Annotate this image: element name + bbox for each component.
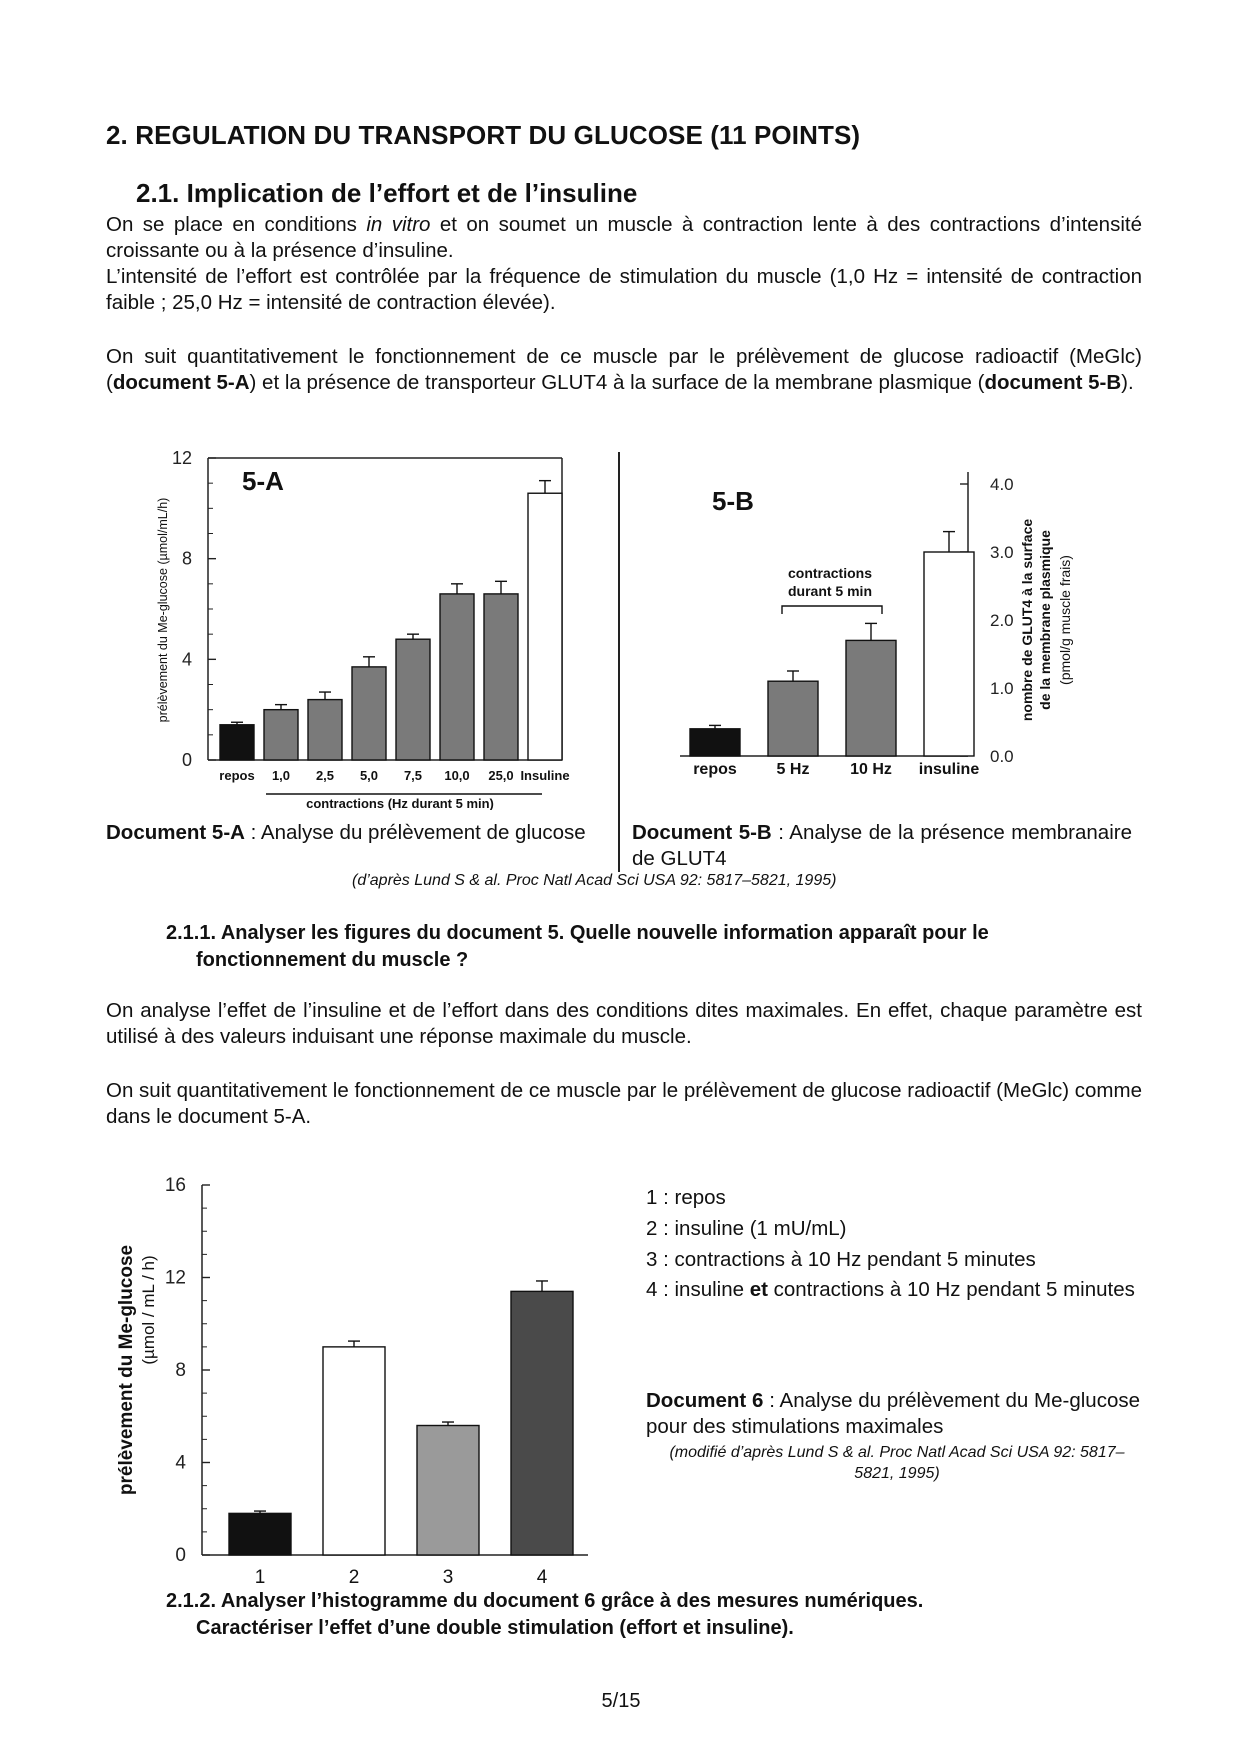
- legend-item-3: 3 : contractions à 10 Hz pendant 5 minutes: [646, 1248, 1036, 1271]
- bar-7,5: [396, 639, 430, 760]
- category-label: 5 Hz: [776, 761, 810, 778]
- y-axis-label-6: prélèvement du Me-glucose: [116, 1244, 137, 1496]
- intro-paragraph-1: On se place en conditions in vitro et on soumet un muscle à contraction lente à des contractions d’intensité croissante ou à la présence d’insuline.: [106, 213, 1142, 262]
- bar-repos: [220, 725, 254, 760]
- category-label: 5,0: [359, 768, 379, 783]
- y-tick-label: 4.0: [990, 475, 1014, 494]
- y-tick-label: 0: [175, 1545, 186, 1566]
- source-doc6: (modifié d’après Lund S & al. Proc Natl Acad Sci USA 92: 5817–5821, 1995): [669, 1444, 1125, 1482]
- category-label: 2,5: [315, 768, 335, 783]
- annotation-line-1: contractions: [787, 565, 873, 581]
- bar-10,0: [440, 594, 474, 760]
- category-label: 3: [442, 1567, 454, 1585]
- section-title: 2. REGULATION DU TRANSPORT DU GLUCOSE (11 POINTS): [106, 120, 861, 150]
- legend-item-1: 1 : repos: [646, 1186, 726, 1209]
- bar-10 Hz: [846, 640, 896, 756]
- y-tick-label: 0.0: [990, 747, 1014, 766]
- bar-4: [511, 1291, 573, 1555]
- paragraph-measurement: On suit quantitativement le fonctionnement de ce muscle par le prélèvement de glucose radioactif (MeGlc) comme dans le document 5-A.: [106, 1079, 1142, 1128]
- y-tick-label: 8: [181, 548, 192, 569]
- bar-1: [229, 1513, 291, 1555]
- bar-5 Hz: [768, 681, 818, 756]
- y-tick-label: 4: [181, 649, 192, 670]
- bar-1,0: [264, 710, 298, 760]
- y-tick-label: 3.0: [990, 543, 1014, 562]
- chart-6: [110, 1165, 610, 1585]
- y-tick-label: 0: [181, 750, 192, 770]
- y-tick-label: 4: [175, 1452, 186, 1474]
- y-tick-label: 12: [171, 450, 192, 468]
- question-2-1-1: 2.1.1. Analyser les figures du document 5. Quelle nouvelle information apparaît pour le fonctionnement du muscle ?: [166, 922, 989, 971]
- chart-title-5b: 5-B: [712, 486, 754, 516]
- category-label: repos: [693, 761, 737, 778]
- caption-doc6: Document 6 : Analyse du prélèvement du Me-glucose pour des stimulations maximales: [646, 1389, 1141, 1438]
- bar-25,0: [484, 594, 518, 760]
- category-label: 4: [536, 1567, 548, 1585]
- legend-item-4: 4 : insuline et contractions à 10 Hz pendant 5 minutes: [646, 1278, 1135, 1301]
- legend-item-2: 2 : insuline (1 mU/mL): [646, 1217, 847, 1240]
- y-tick-label: 16: [164, 1175, 186, 1196]
- category-label: 2: [348, 1567, 360, 1585]
- paragraph-maximal-conditions: On analyse l’effet de l’insuline et de l’effort dans des conditions dites maximales. En effet, chaque paramètre est utilisé à des valeurs induisant une réponse maximale du muscle.: [106, 999, 1142, 1048]
- bar-5,0: [352, 667, 386, 760]
- chart-5b: [670, 450, 1100, 790]
- y-tick-label: 1.0: [990, 679, 1014, 698]
- subsection-title: 2.1. Implication de l’effort et de l’insuline: [136, 178, 638, 208]
- y-axis-unit-5b: (pmol/g muscle frais): [1057, 555, 1073, 685]
- y-axis-unit-6: (µmol / mL / h): [139, 1255, 158, 1365]
- y-tick-label: 12: [164, 1267, 186, 1289]
- intro-paragraph-3: On suit quantitativement le fonctionnement de ce muscle par le prélèvement de glucose radioactif (MeGlc) (document 5-A) et la présence de transporteur GLUT4 à la surface de la membrane plasmique (document 5-B).: [106, 345, 1142, 394]
- bar-3: [417, 1426, 479, 1556]
- doc6-legend: [646, 1182, 1140, 1303]
- chart-title-5a: 5-A: [242, 466, 284, 496]
- y-tick-label: 2.0: [990, 611, 1014, 630]
- caption-5b: Document 5-B : Analyse de la présence membranaire de GLUT4: [632, 821, 1132, 870]
- y-axis-label-5b-line2: de la membrane plasmique: [1037, 530, 1053, 710]
- category-label: 7,5: [403, 768, 423, 783]
- annotation-bracket: [782, 606, 882, 614]
- annotation-line-2: durant 5 min: [787, 583, 873, 599]
- caption-5a: Document 5-A : Analyse du prélèvement de glucose: [106, 821, 586, 844]
- y-tick-label: 8: [175, 1360, 186, 1381]
- category-label: repos: [219, 768, 255, 783]
- bar-2: [323, 1347, 385, 1555]
- category-label: Insuline: [520, 768, 570, 783]
- figure-divider: [618, 452, 620, 872]
- category-label: 1,0: [271, 768, 291, 783]
- question-2-1-2: 2.1.2. Analyser l’histogramme du document 6 grâce à des mesures numériques. Caractériser l’effet d’une double stimulation (effort et insuline).: [166, 1590, 924, 1639]
- bar-repos: [690, 729, 740, 756]
- bar-insuline: [924, 552, 974, 756]
- x-axis-label-5a: contractions (Hz durant 5 min): [306, 796, 494, 810]
- chart-5a: [150, 450, 570, 810]
- category-label: 25,0: [488, 768, 514, 783]
- category-label: 10 Hz: [850, 761, 892, 778]
- intro-paragraph-2: L’intensité de l’effort est contrôlée par la fréquence de stimulation du muscle (1,0 Hz = intensité de contraction faible ; 25,0 Hz = intensité de contraction élevée).: [106, 265, 1142, 314]
- category-label: 10,0: [444, 768, 470, 783]
- y-axis-label-5a: prélèvement du Me-glucose (µmol/mL/h): [156, 497, 170, 723]
- y-axis-label-5b-line1: nombre de GLUT4 à la surface: [1019, 518, 1035, 722]
- page-number: 5/15: [601, 1690, 641, 1712]
- category-label: insuline: [918, 761, 980, 778]
- bar-2,5: [308, 700, 342, 760]
- bar-Insuline: [528, 493, 562, 760]
- category-label: 1: [254, 1567, 266, 1585]
- source-doc5: (d’après Lund S & al. Proc Natl Acad Sci USA 92: 5817–5821, 1995): [352, 872, 837, 889]
